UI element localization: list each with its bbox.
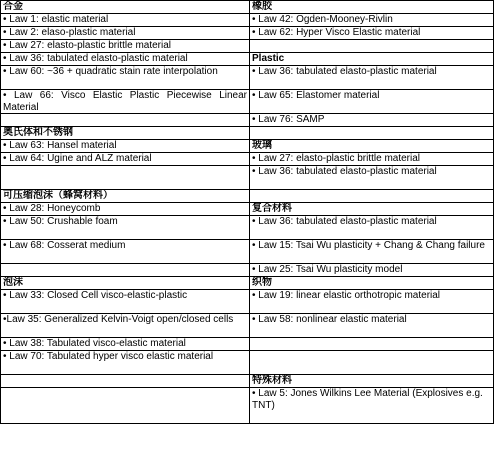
- table-cell: • Law 64: Ugine and ALZ material: [1, 153, 250, 166]
- section-header-compressible-foam: 可压缩泡沫（蜂窝材料）: [1, 190, 250, 203]
- table-cell: • Law 66: Visco Elastic Plastic Piecewise Linear Material: [1, 90, 250, 114]
- section-header-alloys: 合金: [1, 1, 250, 14]
- table-row: [1, 166, 494, 190]
- table-cell: [1, 375, 250, 388]
- table-row: [1, 153, 494, 166]
- table-row: [1, 140, 494, 153]
- table-cell: • Law 36: tabulated elasto-plastic material: [250, 166, 494, 190]
- table-row: [1, 27, 494, 40]
- table-cell: • Law 60: ~36 + quadratic stain rate interpolation: [1, 66, 250, 90]
- table-cell: • Law 38: Tabulated visco-elastic material: [1, 338, 250, 351]
- table-cell: [1, 388, 250, 424]
- table-row: [1, 277, 494, 290]
- table-row: [1, 351, 494, 375]
- table-row: [1, 40, 494, 53]
- table-row: [1, 240, 494, 264]
- table-cell: [1, 264, 250, 277]
- section-header-austenitic-stainless: 奥氏体和不锈钢: [1, 127, 250, 140]
- section-header-special-materials: 特殊材料: [250, 375, 494, 388]
- table-cell: • Law 1: elastic material: [1, 14, 250, 27]
- table-cell: • Law 36: tabulated elasto-plastic material: [250, 66, 494, 90]
- table-cell: • Law 36: tabulated elasto-plastic material: [250, 216, 494, 240]
- table-cell: [1, 114, 250, 127]
- section-header-rubber: 橡胶: [250, 1, 494, 14]
- table-cell: • Law 5: Jones Wilkins Lee Material (Explosives e.g. TNT): [250, 388, 494, 424]
- table-row: [1, 264, 494, 277]
- table-cell: • Law 28: Honeycomb: [1, 203, 250, 216]
- table-cell: [250, 40, 494, 53]
- table-row: [1, 14, 494, 27]
- table-row: [1, 375, 494, 388]
- table-cell: [250, 351, 494, 375]
- section-header-glass: 玻璃: [250, 140, 494, 153]
- table-cell: • Law 58: nonlinear elastic material: [250, 314, 494, 338]
- table-row: [1, 114, 494, 127]
- table-cell: • Law 62: Hyper Visco Elastic material: [250, 27, 494, 40]
- table-row: [1, 53, 494, 66]
- table-cell: • Law 27: elasto-plastic brittle material: [250, 153, 494, 166]
- table-cell: • Law 76: SAMP: [250, 114, 494, 127]
- table-cell: • Law 27: elasto-plastic brittle material: [1, 40, 250, 53]
- table-row: [1, 127, 494, 140]
- table-row: [1, 203, 494, 216]
- table-cell: • Law 42: Ogden-Mooney-Rivlin: [250, 14, 494, 27]
- table-cell: • Law 36: tabulated elasto-plastic material: [1, 53, 250, 66]
- table-row: [1, 388, 494, 424]
- table-cell: • Law 25: Tsai Wu plasticity model: [250, 264, 494, 277]
- section-header-plastic: Plastic: [250, 53, 494, 66]
- table-cell: •Law 35: Generalized Kelvin-Voigt open/closed cells: [1, 314, 250, 338]
- table-row: [1, 338, 494, 351]
- table-cell: [250, 190, 494, 203]
- section-header-fabric: 织物: [250, 277, 494, 290]
- section-header-composites: 复合材料: [250, 203, 494, 216]
- table-cell: • Law 65: Elastomer material: [250, 90, 494, 114]
- table-cell: • Law 33: Closed Cell visco-elastic-plastic: [1, 290, 250, 314]
- table-row: [1, 290, 494, 314]
- table-row: [1, 1, 494, 14]
- table-cell: • Law 15: Tsai Wu plasticity + Chang & Chang failure: [250, 240, 494, 264]
- table-row: [1, 90, 494, 114]
- table-cell: [250, 127, 494, 140]
- table-cell: • Law 70: Tabulated hyper visco elastic material: [1, 351, 250, 375]
- section-header-foam: 泡沫: [1, 277, 250, 290]
- table-cell: • Law 19: linear elastic orthotropic material: [250, 290, 494, 314]
- table-row: [1, 216, 494, 240]
- table-row: [1, 314, 494, 338]
- table-cell: • Law 63: Hansel material: [1, 140, 250, 153]
- table-row: [1, 190, 494, 203]
- table-row: [1, 66, 494, 90]
- table-cell: • Law 68: Cosserat medium: [1, 240, 250, 264]
- table-cell: • Law 50: Crushable foam: [1, 216, 250, 240]
- table-cell: • Law 2: elaso-plastic material: [1, 27, 250, 40]
- table-cell: [1, 166, 250, 190]
- table-cell: [250, 338, 494, 351]
